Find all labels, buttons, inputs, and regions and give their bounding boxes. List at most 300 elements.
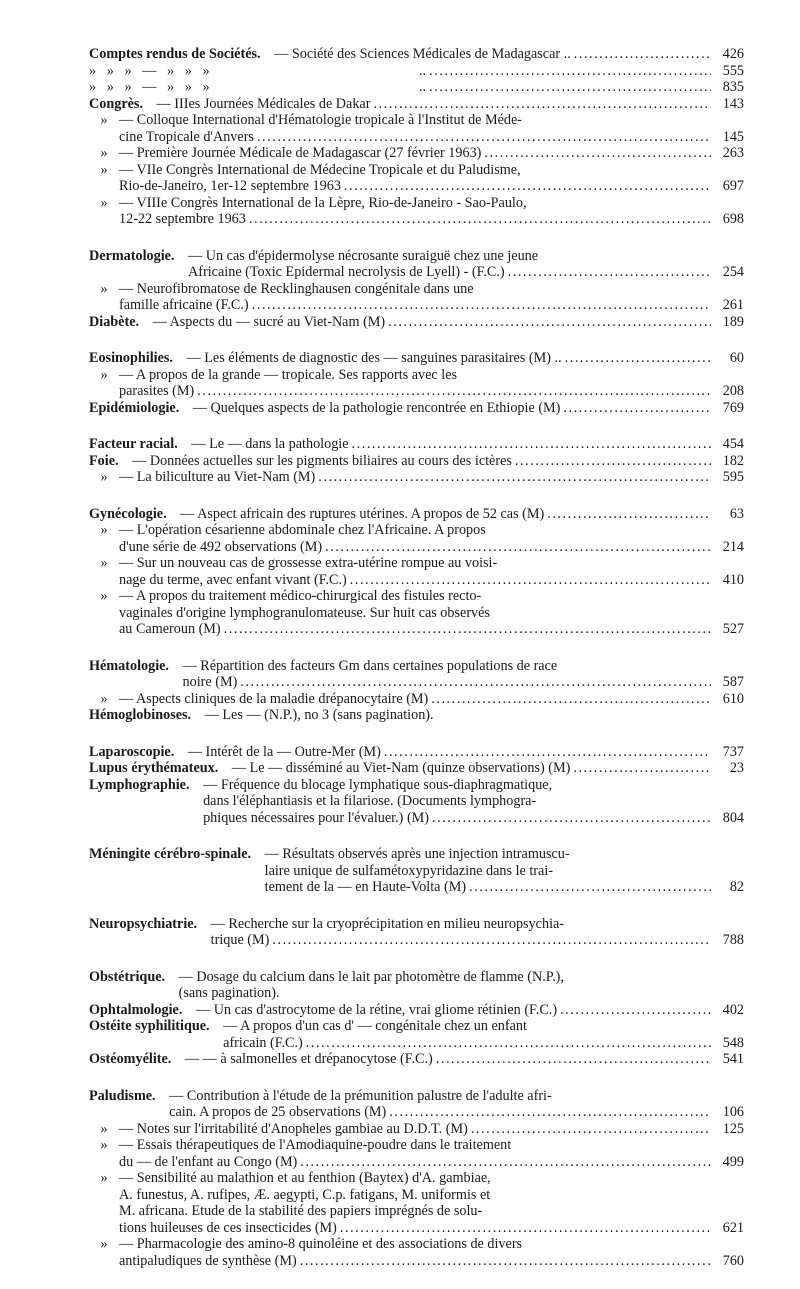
heading-gap [119,453,133,470]
ditto-mark: » [100,1236,108,1252]
entry-heading: Foie. [89,452,119,469]
ditto-mark: » [100,588,108,604]
entry-text: — Sensibilité au malathion et au fenthion (Baytex) d'A. gambiae, [119,1170,491,1186]
index-subentry [89,690,744,708]
entry-line [205,707,714,724]
index-entry [89,95,744,113]
entry-body [186,350,744,367]
heading-gap [218,760,232,777]
entry-body [192,399,744,417]
entry-heading: Obstétrique. [89,968,166,985]
entry-text: — A propos d'un cas d' — congénitale chez un enfant [223,1018,527,1034]
entry-text: A. funestus, A. rufipes, Æ. aegypti, C.p. fatigans, M. uniformis et [119,1186,491,1203]
index-section-hemato [89,657,744,724]
heading-gap [167,506,181,523]
entry-body [195,1001,744,1019]
page-number: 426 [722,46,744,62]
entry-text: cine Tropicale d'Anvers [119,128,254,145]
heading-gap [251,846,265,863]
dot-leader [515,453,711,470]
index-entry [89,915,744,949]
entry-line [119,145,744,162]
entry-line [119,690,744,708]
index-subentry [89,280,744,314]
page-number: 261 [722,297,744,313]
entry-line [152,313,744,331]
entry-heading: Paludisme. [89,1087,156,1104]
dot-leader [573,760,711,777]
entry-text: phiques nécessaires pour l'évaluer.) (M) [203,809,430,826]
page-number: 835 [722,79,744,95]
entry-text: — Les éléments de diagnostic des — sanguines parasitaires (M) .. [186,350,562,366]
index-subentry [89,145,744,162]
entry-body [119,1120,744,1138]
entry-text: — VIIIe Congrès International de la Lèpre, Rio-de-Janeiro - Sao-Paulo, [119,194,527,211]
entry-body [119,469,744,486]
entry-text: — Notes sur l'irritabilité d'Anopheles gambiae au D.D.T. (M) [119,1120,468,1137]
entry-heading: Lupus érythémateux. [89,760,219,776]
heading-gap [179,400,193,417]
entry-line [203,777,714,794]
page-number: 402 [722,1001,744,1018]
entry-text: — Données actuelles sur les pigments biliaires au cours des ictères [132,452,512,469]
dot-leader [224,621,711,638]
entry-body [203,776,744,827]
entry-body [119,1137,744,1170]
page-number: 214 [722,538,744,555]
entry-body [205,707,714,724]
entry-line [119,1170,714,1187]
dot-leader [257,129,711,146]
entry-line [210,932,744,949]
index-subentry [89,62,744,80]
index-entry [89,1087,744,1121]
page-number: 769 [722,399,744,416]
entry-text: Rio-de-Janeiro, 1er-12 septembre 1963 [119,178,341,194]
dot-leader [340,1220,711,1237]
ditto-mark: » [100,112,108,128]
entry-text: — Un cas d'épidermolyse nécrosante suraiguë chez une jeune [188,247,539,264]
entry-line [264,879,744,896]
entry-line [169,1088,714,1105]
index-entry [89,46,744,63]
index-entry [89,452,744,470]
entry-line [187,743,744,761]
entry-text: — — à salmonelles et drépanocytose (F.C.) [184,1051,433,1067]
index-entry [89,1018,744,1051]
entry-line [211,916,714,933]
dot-leader [574,46,711,63]
entry-heading: Epidémiologie. [89,399,180,416]
index-subentry [89,366,744,400]
heading-gap [182,1002,196,1019]
page-number: 125 [722,1120,744,1137]
entry-body [180,505,744,523]
entry-text: noire (M) [182,674,238,690]
entry-body [191,436,744,453]
entry-text: — Essais thérapeutiques de l'Amodiaquine-poudre dans le traitement [119,1137,512,1153]
entry-text: antipaludiques de synthèse (M) [119,1252,297,1269]
index-subentry [89,555,744,588]
entry-text: — Intérêt de la — Outre-Mer (M) [187,743,381,760]
dot-leader [300,1154,711,1171]
entry-line [119,367,714,384]
entry-line [223,1018,714,1035]
ditto-mark: » [100,280,108,297]
entry-line [119,605,714,622]
index-entry [89,1051,744,1068]
heading-gap [173,350,187,367]
entry-line [119,383,744,400]
heading-gap [143,96,157,113]
dot-leader [432,810,711,827]
entry-body [223,1018,744,1051]
heading-gap [261,46,275,63]
entry-body [119,1170,744,1236]
entry-text: — Un cas d'astrocytome de la rétine, vrai gliome rétinien (F.C.) [195,1001,558,1018]
dot-leader [508,264,711,281]
entry-line [192,399,744,417]
entry-heading: Hémoglobinoses. [89,707,192,723]
ditto-mark: » [100,1170,108,1186]
entry-heading: Ophtalmologie. [89,1001,183,1018]
page-number: 23 [729,760,744,776]
entry-text: — A propos du traitement médico-chirurgical des fistules recto- [119,588,482,604]
entry-text: — Quelques aspects de la pathologie rencontrée en Ethiopie (M) [192,399,561,416]
index-section-eosino [89,350,744,416]
entry-line [119,297,744,314]
entry-text: cain. A propos de 25 observations (M) [169,1104,387,1120]
entry-line [119,1252,744,1270]
page-number: 60 [729,350,744,366]
dot-leader [350,572,711,589]
entry-line [186,350,744,367]
entry-line [183,658,714,675]
heading-gap [210,1018,224,1035]
entry-heading: Congrès. [89,95,143,112]
dot-leader [560,1002,711,1019]
index-section-comptes [89,46,744,228]
entry-text: — A propos de la grande — tropicale. Ses rapports avec les [119,366,458,383]
entry-heading: Ostéite syphilitique. [89,1018,210,1034]
dot-leader [469,879,711,896]
entry-body [132,452,744,470]
dot-leader [325,539,711,556]
entry-text: — L'opération césarienne abdominale chez l'Africaine. A propos [119,522,486,538]
entry-body [231,760,744,777]
entry-line [119,1236,714,1253]
index-entry [89,247,744,281]
entry-body [119,1236,744,1269]
entry-line [231,760,744,777]
entry-text: — Aspect africain des ruptures utérines. A propos de 52 cas (M) [180,505,545,522]
entry-line [119,555,714,572]
entry-line [119,538,744,556]
entry-line [223,1034,744,1052]
entry-body [119,280,744,314]
index-subentry [89,79,744,96]
entry-text: d'une série de 492 observations (M) [119,538,323,555]
page-number: 697 [722,178,744,194]
ditto-mark: » [100,161,108,178]
heading-gap [156,1088,170,1105]
dot-leader [388,314,711,331]
entry-heading: Comptes rendus de Sociétés. [89,46,261,62]
entry-text: dans l'éléphantiasis et la filariose. (Documents lymphogra- [203,793,537,809]
ditto-mark: » [100,1120,108,1137]
index-entry [89,969,714,1002]
page-number: 499 [722,1153,744,1170]
page-number: 541 [722,1051,744,1067]
entry-body [184,1051,744,1068]
ditto-mark: » [100,1137,108,1153]
page-number: 208 [722,383,744,399]
entry-text: — IIIes Journées Médicales de Dakar [156,95,371,112]
entry-text: nage du terme, avec enfant vivant (F.C.) [119,571,347,588]
entry-body [179,969,714,1002]
page-number: 698 [722,211,744,227]
entry-text: parasites (M) [119,383,195,399]
entry-body [119,145,744,162]
index-entry [89,776,744,827]
index-entry [89,313,744,331]
entry-line [119,1137,714,1154]
entry-text: Africaine (Toxic Epidermal necrolysis de Lyell) - (F.C.) [188,264,505,280]
entry-text: laire unique de sulfamétoxypyridazine dans le trai- [264,862,553,879]
entry-body [182,657,744,691]
page-number: 410 [722,571,744,588]
dot-leader [352,436,711,453]
index-section-facteur [89,436,744,486]
index-section-laparo [89,743,744,827]
entry-line [119,162,714,179]
entry-line [191,436,744,453]
index-entry [89,657,744,691]
entry-text: tions huileuses de ces insecticides (M) [119,1219,337,1236]
entry-text: — Les — (N.P.), no 3 (sans pagination). [204,707,434,723]
heading-gap [174,744,188,761]
entry-text: — Première Journée Médicale de Madagascar (27 février 1963) [119,145,482,161]
heading-gap [191,707,205,724]
entry-body [119,161,744,195]
entry-line [119,522,714,539]
entry-line [419,62,744,80]
entry-line [180,505,744,523]
entry-text: — Contribution à l'étude de la prémunition palustre de l'adulte afri- [169,1087,552,1104]
entry-line [119,1120,744,1138]
entry-line [119,621,744,638]
index-entry [89,1001,744,1019]
entry-body [119,555,744,588]
entry-text: — Société des Sciences Médicales de Madagascar .. [274,46,571,62]
ditto-mark: » » » — » » » [89,79,210,95]
index-entry [89,760,744,777]
heading-gap [197,916,211,933]
entry-line [179,985,714,1002]
entry-line [119,195,714,212]
entry-body [169,1087,744,1121]
index-entry [89,846,744,896]
page-number: 263 [722,145,744,161]
entry-heading: Facteur racial. [89,436,178,452]
ditto-mark: » [100,194,108,211]
entry-line [203,809,744,827]
dot-leader [197,383,711,400]
entry-line [188,264,744,281]
entry-text: .. [419,79,427,95]
ditto-mark: » [100,366,108,383]
entry-body [152,313,744,331]
dot-leader [484,145,711,162]
entry-text: — Colloque International d'Hématologie tropicale à l'Institut de Méde- [119,112,523,128]
dot-leader [249,211,711,228]
entry-body [419,62,744,80]
heading-gap [139,314,153,331]
entry-line [119,1153,744,1171]
dot-leader [547,506,711,523]
entry-line [119,1219,744,1237]
entry-text: .. [419,62,427,79]
entry-text: — La biliculture au Viet-Nam (M) [119,469,316,485]
entry-text: — Le — dans la pathologie [191,436,349,452]
entry-text: M. africana. Etude de la stabilité des papiers imprégnés de solu- [119,1203,483,1219]
dot-leader [429,63,711,80]
entry-line [265,863,714,880]
entry-line [188,248,714,265]
index-entry [89,505,744,523]
entry-line [119,571,744,589]
entry-heading: Hématologie. [89,657,169,674]
index-section-palu [89,1087,744,1270]
heading-gap [175,248,189,265]
index-subentry [89,1137,744,1170]
entry-body [156,95,744,113]
dot-leader [389,1104,711,1121]
entry-body [119,690,744,708]
index-entry [89,436,744,453]
index-entry [89,350,744,367]
entry-text: — Répartition des facteurs Gm dans certaines populations de race [182,657,558,674]
dot-leader [563,400,711,417]
page-number: 182 [722,452,744,469]
index-subentry [89,469,744,486]
page-number: 63 [729,505,744,522]
entry-heading: Eosinophilies. [89,350,173,366]
heading-gap [169,658,183,675]
entry-body [210,915,744,949]
entry-line [156,95,744,113]
entry-body [119,522,744,555]
page-number: 788 [722,932,744,948]
entry-line [119,211,744,228]
entry-body [119,194,744,228]
page-number: 527 [722,621,744,637]
dot-leader [373,96,711,113]
page-number: 610 [722,690,744,707]
entry-line [419,79,744,96]
entry-line [119,281,714,298]
entry-line [119,469,744,486]
entry-heading: Ostéomyélite. [89,1051,172,1067]
dot-leader [272,932,711,949]
entry-text: au Cameroun (M) [119,621,221,637]
entry-heading: Diabète. [89,313,140,330]
index-section-dermato [89,247,744,331]
entry-text: vaginales d'origine lymphogranulomateuse. Sur huit cas observés [119,604,490,621]
entry-text: tement de la — en Haute-Volta (M) [264,879,467,895]
index-page [89,46,744,1289]
page-number: 189 [722,313,744,330]
dot-leader [300,1253,711,1270]
entry-text: — Neurofibromatose de Recklinghausen congénitale dans une [119,280,474,297]
heading-gap [178,436,192,453]
entry-body [119,112,744,145]
entry-line [184,1051,744,1068]
entry-body [119,366,744,400]
page-number: 548 [722,1034,744,1051]
page-number: 595 [722,469,744,485]
index-subentry [89,1120,744,1138]
entry-body [419,79,744,96]
dot-leader [384,744,711,761]
page-number: 145 [722,128,744,145]
index-subentry [89,1170,744,1236]
index-entry [89,399,744,417]
entry-body [187,743,744,761]
entry-text: trique (M) [210,932,270,948]
index-subentry [89,194,744,228]
entry-text: — Sur un nouveau cas de grossesse extra-utérine rompue au voisi- [119,555,498,571]
entry-line [119,1203,714,1220]
page-number: 737 [722,743,744,760]
entry-heading: Neuropsychiatrie. [89,915,198,932]
entry-text: africain (F.C.) [223,1034,303,1051]
page-number: 555 [722,62,744,79]
dot-leader [436,1051,711,1068]
entry-text: — Dosage du calcium dans le lait par photomètre de flamme (N.P.), [178,968,564,985]
entry-line [182,674,744,691]
ditto-mark: » » » — » » » [89,62,210,79]
entry-body [264,846,744,896]
entry-line [274,46,744,63]
entry-line [195,1001,744,1019]
entry-line [265,846,714,863]
entry-body [188,247,744,281]
ditto-mark: » [100,690,108,707]
index-subentry [89,522,744,555]
dot-leader [429,79,711,96]
entry-line [203,793,714,810]
entry-line [169,1104,744,1121]
entry-text: — Aspects du — sucré au Viet-Nam (M) [152,313,386,330]
entry-body [119,588,744,638]
page-number: 587 [722,674,744,690]
index-subentry [89,1236,744,1269]
entry-line [179,969,714,986]
dot-leader [565,350,711,367]
entry-text: 12-22 septembre 1963 [119,211,246,227]
page-number: 621 [722,1219,744,1236]
entry-text: — VIIe Congrès International de Médecine Tropicale et du Paludisme, [119,161,521,178]
entry-line [119,178,744,195]
dot-leader [240,674,711,691]
entry-line [132,452,744,470]
entry-line [119,128,744,146]
page-number: 143 [722,95,744,112]
index-subentry [89,588,744,638]
dot-leader [344,178,711,195]
entry-text: (sans pagination). [178,985,280,1001]
